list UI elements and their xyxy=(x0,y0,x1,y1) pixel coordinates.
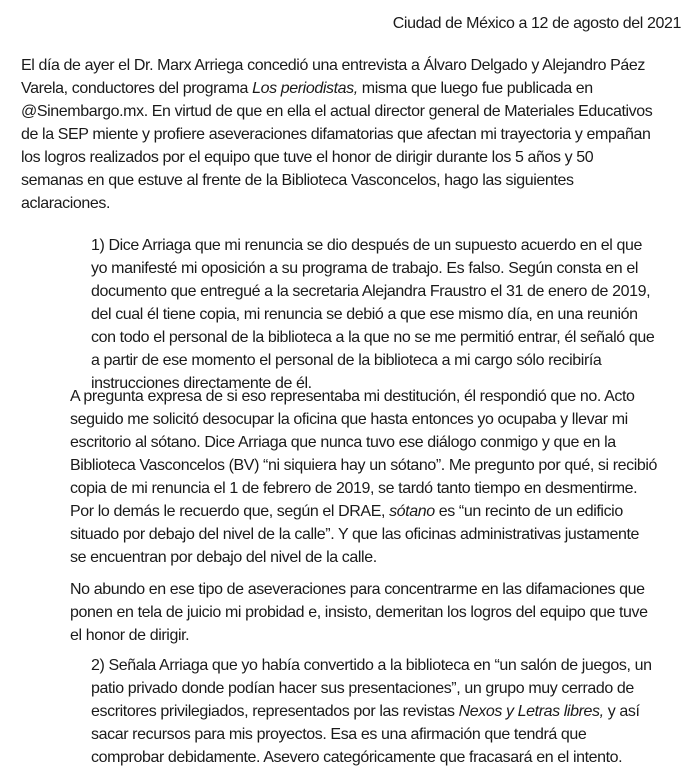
text-line: seguido me solicitó desocupar la oficina que hasta entonces yo ocupaba y llevar mi xyxy=(70,411,628,428)
program-title: Los periodistas, xyxy=(252,80,358,97)
magazine-names: Nexos y Letras libres, xyxy=(458,703,604,720)
text-span: es “un recinto de un edificio xyxy=(434,503,623,520)
text-line xyxy=(70,502,623,522)
text-span: escritores privilegiados, representados por las revistas xyxy=(91,703,459,720)
text-line: comprobar debidamente. Asevero categóricamente que fracasará en el intento. xyxy=(91,749,623,766)
text-line: El día de ayer el Dr. Marx Arriega concedió una entrevista a Álvaro Delgado y Alejandro Páez xyxy=(21,57,646,74)
text-line: semanas en que estuve al frente de la Biblioteca Vasconcelos, hago las siguientes xyxy=(21,172,574,189)
text-line: situado por debajo del nivel de la calle”. Y que las oficinas administrativas justamente xyxy=(70,526,640,543)
text-span: Por lo demás le recuerdo que, según el DRAE, xyxy=(70,503,390,520)
text-line xyxy=(21,79,593,99)
text-line: escritorio al sótano. Dice Arriaga que nunca tuvo ese diálogo conmigo y que en la xyxy=(70,434,616,451)
text-line: sacar recursos para mis proyectos. Esa es una afirmación que tendrá que xyxy=(91,726,587,743)
text-span: y así xyxy=(603,703,640,720)
text-line: No abundo en ese tipo de aseveraciones para concentrarme en las difamaciones que xyxy=(70,581,645,598)
text-line: copia de mi renuncia el 1 de febrero de 2019, se tardó tanto tiempo en desmentirme. xyxy=(70,480,638,497)
text-line: los logros realizados por el equipo que tuve el honor de dirigir durante los 5 años y 50 xyxy=(21,149,594,166)
text-line: documento que entregué a la secretaria Alejandra Fraustro el 31 de enero de 2019, xyxy=(91,283,651,300)
text-line: a partir de ese momento el personal de la biblioteca a mi cargo sólo recibiría xyxy=(91,352,602,369)
text-line: Biblioteca Vasconcelos (BV) “ni siquiera hay un sótano”. Me pregunto por qué, si recibió xyxy=(70,457,658,474)
text-span: misma que luego fue publicada en xyxy=(357,80,593,97)
text-line: @Sinembargo.mx. En virtud de que en ella el actual director general de Materiales Educativos xyxy=(21,103,653,120)
text-line: A pregunta expresa de si eso representaba mi destitución, él respondió que no. Acto xyxy=(70,388,635,405)
date-line: Ciudad de México a 12 de agosto del 2021 xyxy=(392,15,681,32)
text-line: ponen en tela de juicio mi probidad e, insisto, demeritan los logros del equipo que tuve xyxy=(70,604,648,621)
text-line: con todo el personal de la biblioteca a la que no se me permitió entrar, él señaló que xyxy=(91,329,655,346)
text-line: yo manifesté mi oposición a su programa de trabajo. Es falso. Según consta en el xyxy=(91,260,638,277)
text-line: aclaraciones. xyxy=(21,195,111,212)
text-line: patio privado donde podían hacer sus presentaciones”, un grupo muy cerrado de xyxy=(91,680,634,697)
text-line: 1) Dice Arriaga que mi renuncia se dio después de un supuesto acuerdo en el que xyxy=(91,237,643,254)
term-italic: sótano xyxy=(389,503,435,520)
text-line: el honor de dirigir. xyxy=(70,627,190,644)
text-line: 2) Señala Arriaga que yo había convertido a la biblioteca en “un salón de juegos, un xyxy=(91,657,652,674)
text-line: instrucciones directamente de él. xyxy=(91,375,312,392)
text-span: Varela, conductores del programa xyxy=(21,80,253,97)
text-line: del cual él tiene copia, mi renuncia se debió a que ese mismo día, en una reunión xyxy=(91,306,638,323)
text-line: se encuentran por debajo del nivel de la calle. xyxy=(70,549,377,566)
text-line: de la SEP miente y profiere aseveraciones difamatorias que afectan mi trayectoria y empañan xyxy=(21,126,651,143)
text-line xyxy=(91,702,640,722)
